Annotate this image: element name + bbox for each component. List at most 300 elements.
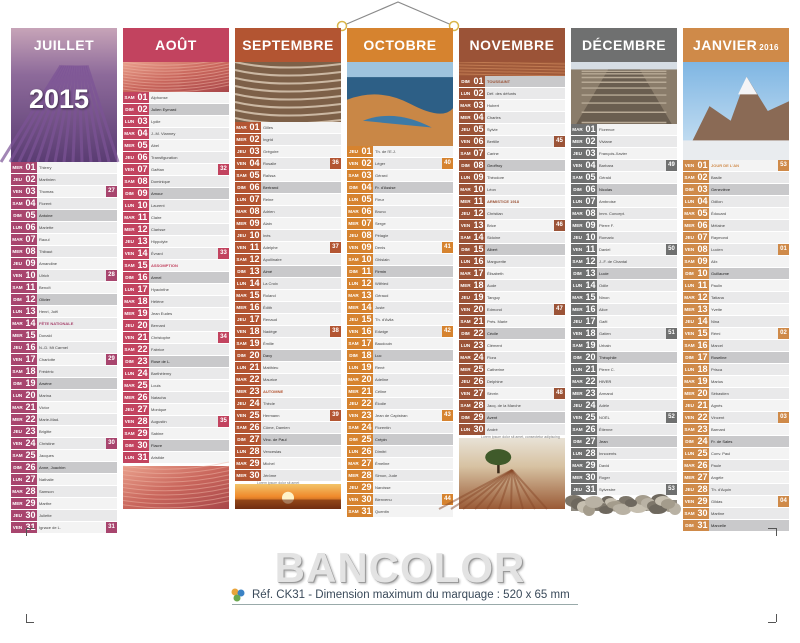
day-row xyxy=(11,234,117,246)
month-column-aout xyxy=(123,28,229,509)
saint-name: Marina xyxy=(39,393,52,398)
saint-name: Gilles xyxy=(263,125,274,130)
day-number: 07 xyxy=(249,194,260,204)
day-number: 20 xyxy=(697,388,708,398)
weekday-abbr: LUN xyxy=(11,222,24,233)
photo-caption: Lorem ipsum dolor sit amet, consectetur adipiscing xyxy=(481,435,560,439)
day-number: 03 xyxy=(473,100,484,110)
day-row xyxy=(235,386,341,398)
weekday-abbr: DIM xyxy=(235,350,248,361)
weekday-abbr: MAR xyxy=(571,376,584,387)
day-number: 18 xyxy=(585,328,596,338)
day-number: 12 xyxy=(137,224,148,234)
weekday-abbr: DIM xyxy=(459,328,472,339)
saint-name: Donald xyxy=(39,333,52,338)
day-number: 11 xyxy=(137,212,148,222)
saint-name: Théodore xyxy=(487,175,505,180)
day-row xyxy=(459,196,565,208)
day-row xyxy=(11,354,117,366)
day-number: 03 xyxy=(585,148,596,158)
day-number: 15 xyxy=(137,260,148,270)
day-row xyxy=(459,316,565,328)
weekday-abbr: DIM xyxy=(235,266,248,277)
day-row xyxy=(459,172,565,184)
day-number: 24 xyxy=(249,398,260,408)
saint-name: Geoffroy xyxy=(487,163,503,168)
weekday-abbr: JEU xyxy=(347,482,360,493)
weekday-abbr: MAR xyxy=(571,124,584,135)
saint-name: Pierre C. xyxy=(599,367,615,372)
saint-name: Roland xyxy=(263,293,276,298)
weekday-abbr: LUN xyxy=(11,306,24,317)
day-row xyxy=(235,278,341,290)
day-row xyxy=(683,400,789,412)
saint-name: Venceslas xyxy=(263,449,282,454)
day-row xyxy=(347,254,453,266)
day-row xyxy=(235,218,341,230)
day-row xyxy=(123,140,229,152)
weekday-abbr: VEN xyxy=(235,242,248,253)
saint-name: Jérôme xyxy=(263,473,277,478)
day-number: 07 xyxy=(361,218,372,228)
weekday-abbr: SAM xyxy=(123,344,136,355)
week-number: 49 xyxy=(666,160,677,171)
day-number: 27 xyxy=(249,434,260,444)
day-row xyxy=(235,314,341,326)
day-number: 14 xyxy=(137,248,148,258)
weekday-abbr: MAR xyxy=(571,460,584,471)
saint-name: Jacq. de la Marche xyxy=(487,403,521,408)
saint-name: Crépin xyxy=(375,437,387,442)
day-number: 28 xyxy=(249,446,260,456)
saint-name: Urbain xyxy=(599,343,611,348)
day-row xyxy=(459,304,565,316)
day-number: 13 xyxy=(137,236,148,246)
weekday-abbr: VEN xyxy=(459,136,472,147)
day-number: 09 xyxy=(137,188,148,198)
day-row xyxy=(11,294,117,306)
day-row xyxy=(571,280,677,292)
weekday-abbr: SAM xyxy=(235,254,248,265)
day-number: 21 xyxy=(585,364,596,374)
day-row xyxy=(11,378,117,390)
weekday-abbr: VEN xyxy=(683,160,696,171)
saint-name: Lydie xyxy=(151,119,161,124)
day-number: 26 xyxy=(25,462,36,472)
weekday-abbr: VEN xyxy=(11,438,24,449)
weekday-abbr: VEN xyxy=(459,304,472,315)
day-number: 25 xyxy=(249,410,260,420)
day-number: 17 xyxy=(361,338,372,348)
day-number: 10 xyxy=(585,232,596,242)
weekday-abbr: MER xyxy=(459,364,472,375)
saint-name: Quentin xyxy=(375,509,390,514)
day-row xyxy=(347,350,453,362)
day-row xyxy=(347,410,453,422)
day-list xyxy=(347,146,453,518)
week-number: 45 xyxy=(554,136,565,147)
day-number: 17 xyxy=(585,316,596,326)
saint-name: Étienne xyxy=(599,427,613,432)
day-row xyxy=(347,194,453,206)
day-row xyxy=(235,158,341,170)
day-row xyxy=(571,352,677,364)
day-number: 20 xyxy=(585,352,596,362)
saint-name: Carine xyxy=(487,151,499,156)
saint-name: Hubert xyxy=(487,103,500,108)
saint-name: Armel xyxy=(151,275,162,280)
day-number: 27 xyxy=(137,404,148,414)
weekday-abbr: JEU xyxy=(11,258,24,269)
day-row xyxy=(683,364,789,376)
day-row xyxy=(347,290,453,302)
weekday-abbr: DIM xyxy=(123,104,136,115)
saint-name: Anne, Joachim xyxy=(39,465,66,470)
day-number: 03 xyxy=(697,184,708,194)
day-row xyxy=(123,92,229,104)
weekday-abbr: MER xyxy=(571,388,584,399)
saint-name: Edwige xyxy=(375,329,389,334)
saint-name: Romaric xyxy=(599,235,614,240)
weekday-abbr: SAM xyxy=(571,172,584,183)
weekday-abbr: SAM xyxy=(683,424,696,435)
day-row xyxy=(235,410,341,422)
weekday-abbr: MER xyxy=(683,220,696,231)
weekday-abbr: SAM xyxy=(235,338,248,349)
saint-name: Narcisse xyxy=(375,485,391,490)
weekday-abbr: MER xyxy=(123,140,136,151)
week-number: 48 xyxy=(554,388,565,399)
month-name: AOÛT xyxy=(155,37,197,53)
day-number: 26 xyxy=(697,460,708,470)
day-row xyxy=(123,368,229,380)
day-row xyxy=(459,292,565,304)
saint-name: Prisca xyxy=(711,367,723,372)
weekday-abbr: MER xyxy=(235,386,248,397)
weekday-abbr: DIM xyxy=(683,268,696,279)
day-number: 11 xyxy=(585,244,596,254)
weekday-abbr: JEU xyxy=(683,484,696,495)
weekday-abbr: DIM xyxy=(123,356,136,367)
day-number: 14 xyxy=(249,278,260,288)
day-row xyxy=(347,326,453,338)
weekday-abbr: JEU xyxy=(459,124,472,135)
day-row xyxy=(123,260,229,272)
day-number: 31 xyxy=(25,522,36,532)
saint-name: Innocents xyxy=(599,451,617,456)
day-row xyxy=(347,374,453,386)
day-row xyxy=(683,388,789,400)
day-number: 04 xyxy=(249,158,260,168)
crop-mark xyxy=(26,528,34,536)
weekday-abbr: JEU xyxy=(571,484,584,495)
day-number: 15 xyxy=(361,314,372,324)
reference-line xyxy=(230,586,570,604)
day-row xyxy=(235,362,341,374)
saint-name: HIVER xyxy=(599,379,612,384)
day-row xyxy=(683,448,789,460)
month-photo-top xyxy=(459,62,565,76)
day-number: 31 xyxy=(585,484,596,494)
day-number: 04 xyxy=(361,182,372,192)
day-row xyxy=(571,400,677,412)
weekday-abbr: VEN xyxy=(11,270,24,281)
photo-caption: Lorem ipsum dolor sit amet xyxy=(257,481,300,485)
day-row xyxy=(571,448,677,460)
day-row xyxy=(235,134,341,146)
weekday-abbr: MER xyxy=(11,498,24,509)
saint-name: Côme, Damien xyxy=(263,425,290,430)
weekday-abbr: LUN xyxy=(683,280,696,291)
saint-name: Thierry xyxy=(39,165,52,170)
saint-name: David xyxy=(599,463,610,468)
day-number: 25 xyxy=(361,434,372,444)
day-number: 22 xyxy=(25,414,36,424)
weekday-abbr: JEU xyxy=(683,400,696,411)
saint-name: Émilie xyxy=(263,341,274,346)
day-row xyxy=(571,208,677,220)
day-row xyxy=(123,440,229,452)
day-row xyxy=(571,136,677,148)
day-row xyxy=(347,386,453,398)
saint-name: Sévrin xyxy=(487,391,499,396)
day-row xyxy=(347,398,453,410)
day-number: 23 xyxy=(25,426,36,436)
weekday-abbr: MAR xyxy=(11,402,24,413)
saint-name: Adrien xyxy=(263,209,275,214)
day-list xyxy=(683,160,789,532)
weekday-abbr: LUN xyxy=(123,284,136,295)
saint-name: Pélagie xyxy=(375,233,389,238)
weekday-abbr: SAM xyxy=(347,338,360,349)
saint-name: Yvette xyxy=(711,307,723,312)
weekday-abbr: SAM xyxy=(683,256,696,267)
day-number: 05 xyxy=(361,194,372,204)
weekday-abbr: DIM xyxy=(571,268,584,279)
weekday-abbr: DIM xyxy=(683,184,696,195)
day-row xyxy=(459,148,565,160)
day-number: 22 xyxy=(585,376,596,386)
month-photo-bottom xyxy=(235,484,341,509)
week-number: 51 xyxy=(666,328,677,339)
saint-name: N.-D. Mt Carmel xyxy=(39,345,68,350)
saint-name: Adèle xyxy=(599,403,610,408)
weekday-abbr: MAR xyxy=(235,290,248,301)
day-number: 09 xyxy=(361,242,372,252)
day-number: 28 xyxy=(137,416,148,426)
saint-name: Th. d'Aquin xyxy=(711,487,732,492)
day-row xyxy=(123,296,229,308)
weekday-abbr: LUN xyxy=(347,446,360,457)
saint-name: Samson xyxy=(39,489,54,494)
weekday-abbr: JEU xyxy=(459,376,472,387)
day-row xyxy=(459,328,565,340)
weekday-abbr: MER xyxy=(683,388,696,399)
week-number: 28 xyxy=(106,270,117,281)
saint-name: Paulin xyxy=(711,283,723,288)
weekday-abbr: SAM xyxy=(347,422,360,433)
day-row xyxy=(11,426,117,438)
crop-mark xyxy=(776,528,784,536)
day-number: 29 xyxy=(25,498,36,508)
day-number: 07 xyxy=(137,164,148,174)
day-number: 07 xyxy=(473,148,484,158)
weekday-abbr: VEN xyxy=(683,412,696,423)
weekday-abbr: JEU xyxy=(347,314,360,325)
weekday-abbr: MAR xyxy=(235,122,248,133)
week-number: 31 xyxy=(106,522,117,533)
saint-name: Antoine xyxy=(39,213,53,218)
saint-name: Barnard xyxy=(711,427,726,432)
saint-name: Jean Eudes xyxy=(151,311,173,316)
saint-name: Marie-Mad. xyxy=(39,417,60,422)
weekday-abbr: MAR xyxy=(123,212,136,223)
day-number: 10 xyxy=(25,270,36,280)
day-row xyxy=(347,434,453,446)
weekday-abbr: DIM xyxy=(683,520,696,531)
saint-name: Conv. Paul xyxy=(711,451,731,456)
day-number: 24 xyxy=(25,438,36,448)
day-row xyxy=(235,230,341,242)
reference-underline xyxy=(232,604,578,605)
weekday-abbr: MER xyxy=(347,218,360,229)
saint-name: Alix xyxy=(711,259,718,264)
saint-name: AUTOMNE xyxy=(263,389,284,394)
weekday-abbr: LUN xyxy=(459,88,472,99)
day-number: 16 xyxy=(585,304,596,314)
saint-name: Serge xyxy=(375,221,386,226)
day-number: 28 xyxy=(697,484,708,494)
weekday-abbr: MAR xyxy=(123,296,136,307)
day-number: 30 xyxy=(697,508,708,518)
day-row xyxy=(123,236,229,248)
weekday-abbr: DIM xyxy=(347,266,360,277)
day-row xyxy=(123,332,229,344)
day-number: 13 xyxy=(25,306,36,316)
day-row xyxy=(683,412,789,424)
day-number: 24 xyxy=(137,368,148,378)
day-number: 02 xyxy=(249,134,260,144)
day-row xyxy=(571,184,677,196)
day-number: 01 xyxy=(137,92,148,102)
day-number: 19 xyxy=(25,378,36,388)
day-row xyxy=(683,172,789,184)
weekday-abbr: VEN xyxy=(123,248,136,259)
saint-name: FÊTE NATIONALE xyxy=(39,321,74,326)
saint-name: Augustin xyxy=(151,419,167,424)
saint-name: Florence xyxy=(599,127,615,132)
weekday-abbr: SAM xyxy=(459,400,472,411)
day-row xyxy=(459,160,565,172)
day-row xyxy=(347,446,453,458)
day-number: 21 xyxy=(473,316,484,326)
saint-name: J.-M. Vianney xyxy=(151,131,176,136)
weekday-abbr: MAR xyxy=(347,290,360,301)
saint-name: Alice xyxy=(599,307,608,312)
saint-name: Jacques xyxy=(39,453,54,458)
week-number: 43 xyxy=(442,410,453,421)
day-number: 15 xyxy=(25,330,36,340)
day-number: 08 xyxy=(473,160,484,170)
day-number: 14 xyxy=(361,302,372,312)
weekday-abbr: JEU xyxy=(123,152,136,163)
day-row xyxy=(11,198,117,210)
week-number: 44 xyxy=(442,494,453,505)
saint-name: Transfiguration xyxy=(151,155,178,160)
month-name: OCTOBRE xyxy=(363,37,437,53)
weekday-abbr: LUN xyxy=(11,474,24,485)
saint-name: Benoît xyxy=(39,285,51,290)
saint-name: Édith xyxy=(263,305,273,310)
weekday-abbr: MAR xyxy=(459,352,472,363)
weekday-abbr: DIM xyxy=(683,352,696,363)
day-row xyxy=(11,318,117,330)
saint-name: Wilfried xyxy=(375,281,389,286)
day-row xyxy=(683,256,789,268)
day-number: 14 xyxy=(25,318,36,328)
reference-text: Réf. CK31 - Dimension maximum du marquage : 520 x 65 mm xyxy=(252,589,570,601)
day-number: 06 xyxy=(361,206,372,216)
day-row xyxy=(347,302,453,314)
saint-name: Clément xyxy=(487,343,502,348)
saint-name: Arsène xyxy=(39,381,52,386)
saint-name: Jean xyxy=(599,439,608,444)
week-number: 03 xyxy=(778,412,789,423)
saint-name: Brice xyxy=(487,223,497,228)
day-number: 29 xyxy=(697,496,708,506)
saint-name: Raïssa xyxy=(263,173,276,178)
saint-name: Monique xyxy=(151,407,167,412)
saint-name: Hermann xyxy=(263,413,280,418)
day-row xyxy=(11,462,117,474)
day-row xyxy=(683,496,789,508)
day-number: 27 xyxy=(697,472,708,482)
day-row xyxy=(459,184,565,196)
day-row xyxy=(683,352,789,364)
saint-name: Viviane xyxy=(599,139,613,144)
weekday-abbr: LUN xyxy=(459,256,472,267)
month-year: 2016 xyxy=(759,43,779,52)
day-row xyxy=(123,320,229,332)
saint-name: Th. de l'E.J. xyxy=(375,149,396,154)
week-number: 52 xyxy=(666,412,677,423)
saint-name: Basile xyxy=(711,175,722,180)
weekday-abbr: VEN xyxy=(347,158,360,169)
day-number: 05 xyxy=(585,172,596,182)
weekday-abbr: MAR xyxy=(683,292,696,303)
weekday-abbr: DIM xyxy=(11,210,24,221)
saint-name: Bertille xyxy=(487,139,500,144)
day-row xyxy=(235,398,341,410)
saint-name: Fr. d'Assise xyxy=(375,185,396,190)
day-number: 06 xyxy=(697,220,708,230)
day-number: 19 xyxy=(473,292,484,302)
day-number: 08 xyxy=(585,208,596,218)
weekday-abbr: JEU xyxy=(347,230,360,241)
day-row xyxy=(11,174,117,186)
saint-name: Albert xyxy=(487,247,498,252)
day-row xyxy=(683,424,789,436)
day-number: 18 xyxy=(361,350,372,360)
day-number: 14 xyxy=(473,232,484,242)
week-number: 53 xyxy=(778,160,789,171)
day-number: 26 xyxy=(473,376,484,386)
day-number: 17 xyxy=(25,354,36,364)
week-number: 01 xyxy=(778,244,789,255)
crop-mark xyxy=(776,614,784,622)
day-row xyxy=(235,434,341,446)
day-number: 06 xyxy=(473,136,484,146)
